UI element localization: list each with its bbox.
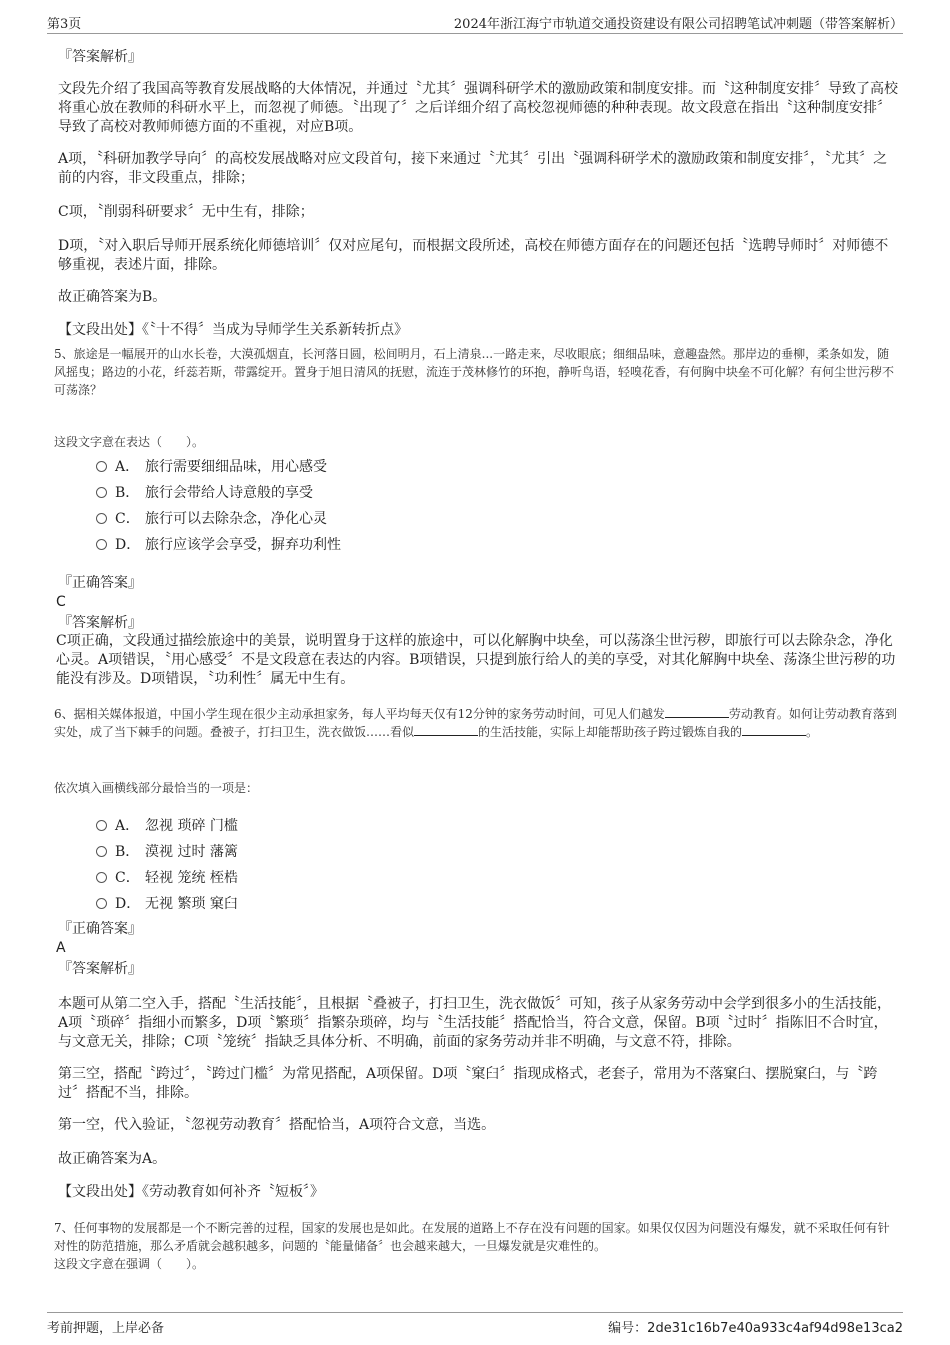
- q4-analysis-p2: A项，〝科研加教学导向〞的高校发展战略对应文段首句，接下来通过〝尤其〞引出〝强调科研学术的激励政策和制度安排〞，〝尤其〞之前的内容，非文段重点，排除；: [58, 151, 888, 186]
- blank-1: [665, 705, 729, 718]
- q6-stem: 6、据相关媒体报道，中国小学生现在很少主动承担家务，每人平均每天仅有12分钟的家务劳动时间，可见人们越发 劳动教育。如何让劳动教育落到实处，成了当下棘手的问题。叠被子，打扫卫生，洗衣做饭……看似 的生活技能，实际上却能帮助孩子跨过锻炼自我的 。: [54, 707, 897, 739]
- page-number: 第3页: [47, 17, 82, 32]
- q4-analysis-p4: D项，〝对入职后导师开展系统化师德培训〞仅对应尾句，而根据文段所述，高校在师德方面存在的问题还包括〝选聘导师时〞对师德不够重视，表述片面，排除。: [58, 238, 889, 273]
- q6-analysis-p3: 第一空，代入验证，〝忽视劳动教育〞搭配恰当，A项符合文意，当选。: [58, 1117, 496, 1133]
- q7-ask: 这段文字意在强调（ ）。: [54, 1257, 205, 1271]
- blank-2: [414, 723, 478, 736]
- q6-option-d[interactable]: D． 无视 繁琐 窠臼: [96, 893, 238, 913]
- radio-icon[interactable]: [96, 461, 107, 472]
- page-header: [47, 13, 903, 34]
- q6-analysis-p2: 第三空，搭配〝跨过〞，〝跨过门槛〞为常见搭配，A项保留。D项〝窠臼〞指现成格式，老套子，常用为不落窠臼、摆脱窠臼，与〝跨过〞搭配不当，排除。: [58, 1066, 878, 1101]
- q5-analysis-label: 『答案解析』: [58, 615, 142, 631]
- q6-answer-label: 『正确答案』: [58, 921, 142, 937]
- radio-icon[interactable]: [96, 820, 107, 831]
- radio-icon[interactable]: [96, 513, 107, 524]
- radio-icon[interactable]: [96, 846, 107, 857]
- q5-answer-label: 『正确答案』: [58, 575, 142, 591]
- q5-ask: 这段文字意在表达（ ）。: [54, 435, 205, 449]
- q5-option-c[interactable]: C． 旅行可以去除杂念，净化心灵: [96, 508, 327, 528]
- footer-code: 编号：2de31c16b7e40a933c4af94d98e13ca2: [608, 1321, 903, 1336]
- blank-3: [742, 723, 806, 736]
- q4-analysis-p1: 文段先介绍了我国高等教育发展战略的大体情况，并通过〝尤其〞强调科研学术的激励政策和制度安排。而〝这种制度安排〞导致了高校将重心放在教师的科研水平上，而忽视了师德。〝出现了〞之后详细介绍了高校忽视师德的种种表现。故文段意在指出〝这种制度安排〞导致了高校对教师师德方面的不重视，对应B项。: [58, 81, 898, 135]
- q6-analysis-label: 『答案解析』: [58, 961, 142, 977]
- q6-analysis-p1: 本题可从第二空入手，搭配〝生活技能〞，且根据〝叠被子，打扫卫生，洗衣做饭〞可知，孩子从家务劳动中会学到很多小的生活技能，A项〝琐碎〞指细小而繁多，D项〝繁琐〞指繁杂琐碎，均与〝生活技能〞搭配恰当，符合文意，保留。B项〝过时〞指陈旧不合时宜，与文意无关，排除；C项〝笼统〞指缺乏具体分析、不明确，前面的家务劳动并非不明确，与文意不符，排除。: [58, 996, 891, 1050]
- q6-conclusion: 故正确答案为A。: [58, 1151, 167, 1167]
- q5-answer: C: [56, 594, 66, 610]
- q4-analysis-label: 『答案解析』: [58, 49, 142, 65]
- q5-analysis: C项正确，文段通过描绘旅途中的美景，说明置身于这样的旅途中，可以化解胸中块垒，可以荡涤尘世污秽，即旅行可以去除杂念，净化心灵。A项错误，〝用心感受〞不是文段意在表达的内容。B项错误，只提到旅行给人的美的享受，对其化解胸中块垒、荡涤尘世污秽的功能没有涉及。D项错误，〝功利性〞属无中生有。: [56, 633, 896, 687]
- q4-source: 【文段出处】《〝十不得〞当成为导师学生关系新转折点》: [58, 322, 408, 338]
- q5-option-b[interactable]: B． 旅行会带给人诗意般的享受: [96, 482, 313, 502]
- q6-source: 【文段出处】《劳动教育如何补齐〝短板〞》: [58, 1184, 324, 1200]
- q5-stem: 5、旅途是一幅展开的山水长卷，大漠孤烟直，长河落日圆，松间明月，石上清泉...一路走来，尽收眼底；细细品味，意趣盎然。那岸边的垂柳，柔条如发，随风摇曳；路边的小花，纤蕊若斯，带露绽开。置身于旭日清风的抚慰，流连于茂林修竹的环抱，静听鸟语，轻嗅花香，有何胸中块垒不可化解？有何尘世污秽不可荡涤？: [54, 347, 895, 397]
- radio-icon[interactable]: [96, 872, 107, 883]
- q6-answer: A: [56, 940, 66, 956]
- radio-icon[interactable]: [96, 539, 107, 550]
- radio-icon[interactable]: [96, 898, 107, 909]
- q4-conclusion: 故正确答案为B。: [58, 289, 167, 305]
- q7-stem: 7、任何事物的发展都是一个不断完善的过程，国家的发展也是如此。在发展的道路上不存在没有问题的国家。如果仅仅因为问题没有爆发，就不采取任何有针对性的防范措施，那么矛盾就会越积越多，问题的〝能量储备〞也会越来越大，一旦爆发就是灾难性的。: [54, 1221, 890, 1253]
- radio-icon[interactable]: [96, 487, 107, 498]
- q4-analysis-p3: C项，〝削弱科研要求〞无中生有，排除；: [58, 204, 314, 220]
- q5-option-a[interactable]: A． 旅行需要细细品味，用心感受: [96, 456, 327, 476]
- q6-option-a[interactable]: A． 忽视 琐碎 门槛: [96, 815, 238, 835]
- footer-slogan: 考前押题，上岸必备: [47, 1321, 165, 1336]
- q5-option-d[interactable]: D． 旅行应该学会享受，摒弃功利性: [96, 534, 341, 554]
- q6-option-b[interactable]: B． 漠视 过时 藩篱: [96, 841, 238, 861]
- q6-ask: 依次填入画横线部分最恰当的一项是：: [54, 781, 259, 795]
- q6-option-c[interactable]: C． 轻视 笼统 桎梏: [96, 867, 238, 887]
- document-title: 2024年浙江海宁市轨道交通投资建设有限公司招聘笔试冲刺题（带答案解析）: [453, 17, 903, 32]
- page-footer: [47, 1312, 903, 1337]
